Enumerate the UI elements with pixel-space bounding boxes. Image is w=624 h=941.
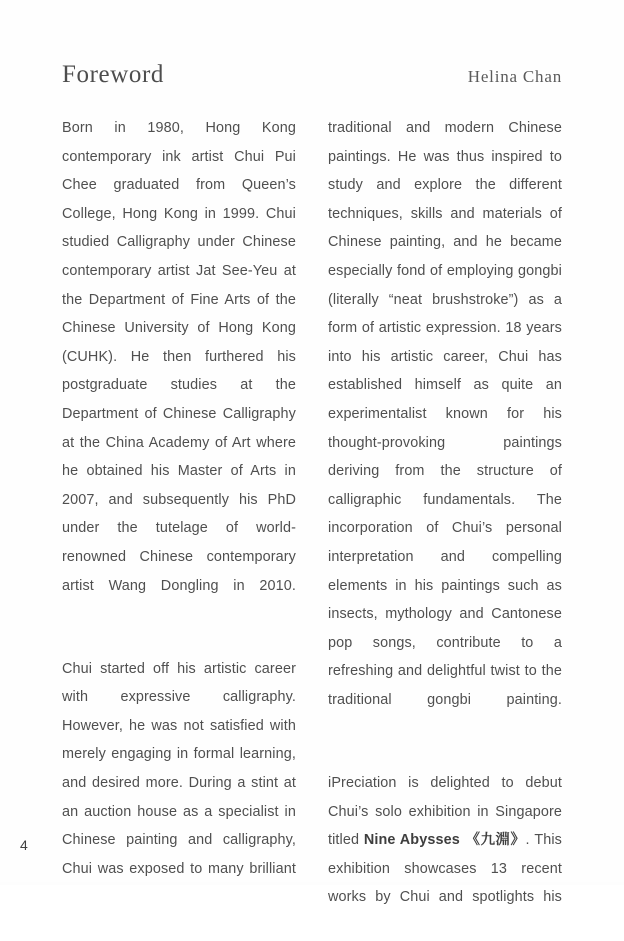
exhibition-title-zh: 《九淵》 bbox=[459, 832, 526, 849]
paragraph-career-start: Chui started off his artistic career with expressive calligraphy. However, he was not satisfied with merely engaging in formal learning, and desired more. During a stint at an auction house as a specialist in Chinese painting and calligraphy, Chui was exposed to many brilliant bbox=[62, 660, 296, 877]
right-column bbox=[328, 114, 562, 906]
two-column-body bbox=[62, 114, 562, 906]
author-byline: Helina Chan bbox=[467, 67, 562, 86]
paragraph-inspiration: traditional and modern Chinese paintings. He was thus inspired to study and explore the different techniques, skills and materials of Chinese painting, and he became especially fond of employing gongbi (literally “neat brushstroke”) as a form of artistic expression. 18 years into his artistic career, Chui has established himself as quite an experimentalist known for his thought-provoking paintings deriving from the structure of calligraphic fundamentals. The incorporation of Chui’s personal interpretation and compelling elements in his paintings such as insects, mythology and Cantonese pop songs, contribute to a refreshing and delightful twist to the traditional gongbi painting. bbox=[328, 120, 562, 708]
paragraph-bio: Born in 1980, Hong Kong contemporary ink artist Chui Pui Chee graduated from Queen’s College, Hong Kong in 1999. Chui studied Calligraphy under Chinese contemporary artist Jat See-Yeu at the Department of Fine Arts of the Chinese University of Hong Kong (CUHK). He then furthered his postgraduate studies at the Department of Chinese Calligraphy at the China Academy of Art where he obtained his Master of Arts in 2007, and subsequently his PhD under the tutelage of world-renowned Chinese contemporary artist Wang Dongling in 2010. bbox=[62, 120, 296, 594]
left-column bbox=[62, 114, 296, 877]
page-header bbox=[62, 62, 562, 87]
paragraph-text-run-3: . This exhibition showcases 13 recent works by Chui and spotlights his bbox=[328, 832, 562, 906]
exhibition-title-en: Nine Abysses bbox=[363, 832, 460, 849]
paragraph-text-run-0: iPreciation is delighted to debut Chui’s solo exhibition in Singapore titled bbox=[328, 775, 562, 849]
paragraph-exhibition bbox=[328, 769, 562, 941]
page-number: 4 bbox=[20, 837, 28, 853]
page-title: Foreword bbox=[62, 61, 165, 88]
